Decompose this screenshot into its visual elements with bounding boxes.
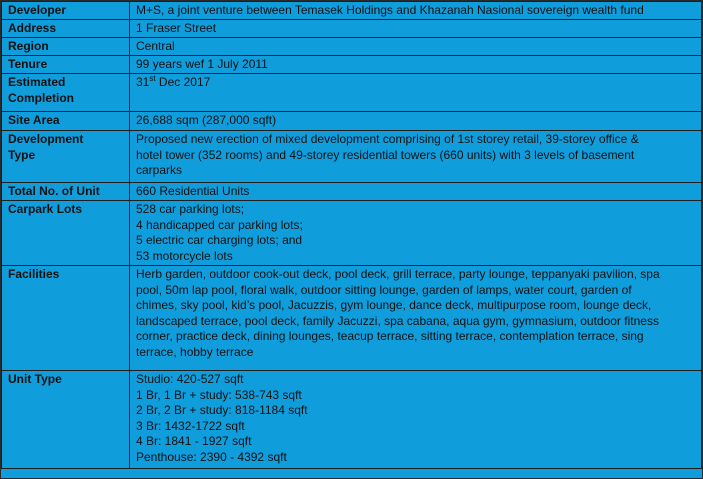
row-value-estimated-completion [130, 74, 702, 112]
row-value-region [130, 38, 702, 56]
value-line: Studio: 420-527 sqft [136, 372, 244, 386]
row-value-carpark-lots [130, 201, 702, 266]
value-line: hotel tower (352 rooms) and 49-storey residential towers (660 units) with 3 levels of basement [136, 147, 635, 162]
row-value-developer [130, 2, 702, 20]
table-row-tenure [2, 56, 702, 74]
row-label-unit-type: Unit Type [2, 371, 130, 469]
row-label-carpark-lots: Carpark Lots [2, 201, 130, 266]
table-row-site-area [2, 112, 702, 131]
row-value-tenure [130, 56, 702, 74]
value-line: carparks [136, 163, 183, 178]
value-line: 53 motorcycle lots [136, 248, 233, 263]
label-line: Estimated [8, 75, 66, 89]
table-row-unit-type [2, 371, 702, 469]
row-value-address [130, 20, 702, 38]
label-line: Development [8, 132, 84, 146]
value-line: 5 electric car charging lots; and [136, 233, 303, 248]
row-label-development-type [2, 131, 130, 183]
value-line: M+S, a joint venture between Temasek Holdings and Khazanah Nasional sovereign wealth fund [136, 3, 644, 17]
table-row-facilities [2, 266, 702, 371]
value-line: Herb garden, outdoor cook-out deck, pool deck, grill terrace, party lounge, teppanyaki pavilion, spa [136, 267, 660, 281]
row-label-developer: Developer [2, 2, 130, 20]
completion-day: 31 [136, 75, 150, 89]
table-row-carpark-lots [2, 201, 702, 266]
row-label-region: Region [2, 38, 130, 56]
value-line: corner, practice deck, dining lounges, teacup terrace, sitting terrace, contemplation terrace, sing [136, 329, 644, 344]
table-row-estimated-completion [2, 74, 702, 112]
label-line: Completion [8, 90, 74, 105]
row-label-site-area: Site Area [2, 112, 130, 131]
value-line: Proposed new erection of mixed development comprising of 1st storey retail, 39-storey office & [136, 132, 639, 146]
completion-date [136, 75, 696, 91]
table-row-total-units [2, 183, 702, 201]
row-value-site-area [130, 112, 702, 131]
property-spec-table [1, 1, 702, 469]
value-line: 99 years wef 1 July 2011 [136, 57, 268, 71]
table-row-region [2, 38, 702, 56]
value-line: 528 car parking lots; [136, 202, 245, 216]
value-line: 1 Fraser Street [136, 21, 217, 35]
row-label-facilities: Facilities [2, 266, 130, 371]
row-value-total-units [130, 183, 702, 201]
completion-day-suffix: st [149, 74, 156, 83]
value-line: terrace, hobby terrace [136, 344, 254, 359]
label-line: Type [8, 147, 36, 162]
row-label-tenure: Tenure [2, 56, 130, 74]
value-line: Central [136, 39, 175, 53]
table-row-address [2, 20, 702, 38]
value-line: 4 handicapped car parking lots; [136, 217, 303, 232]
row-label-total-units: Total No. of Unit [2, 183, 130, 201]
value-line: chimes, sky pool, kid’s pool, Jacuzzis, gym lounge, dance deck, multipurpose room, lounge deck, [136, 298, 652, 313]
value-line: 26,688 sqm (287,000 sqft) [136, 113, 277, 127]
row-value-development-type [130, 131, 702, 183]
value-line: pool, 50m lap pool, floral walk, outdoor sitting lounge, garden of lamps, water court, garden of [136, 282, 632, 297]
value-line: landscaped terrace, pool deck, family Jacuzzi, spa cabana, aqua gym, gymnasium, outdoor fitness [136, 313, 659, 328]
row-value-unit-type [130, 371, 702, 469]
completion-month-year: Dec 2017 [155, 75, 211, 89]
table-row-developer [2, 2, 702, 20]
row-value-facilities [130, 266, 702, 371]
value-line: 1 Br, 1 Br + study: 538-743 sqft [136, 387, 302, 402]
value-line: 3 Br: 1432-1722 sqft [136, 418, 245, 433]
row-label-estimated-completion [2, 74, 130, 112]
value-line: Penthouse: 2390 - 4392 sqft [136, 449, 287, 464]
table-row-development-type [2, 131, 702, 183]
value-line: 2 Br, 2 Br + study: 818-1184 sqft [136, 403, 308, 418]
row-label-address: Address [2, 20, 130, 38]
value-line: 4 Br: 1841 - 1927 sqft [136, 434, 252, 449]
value-line: 660 Residential Units [136, 184, 250, 198]
